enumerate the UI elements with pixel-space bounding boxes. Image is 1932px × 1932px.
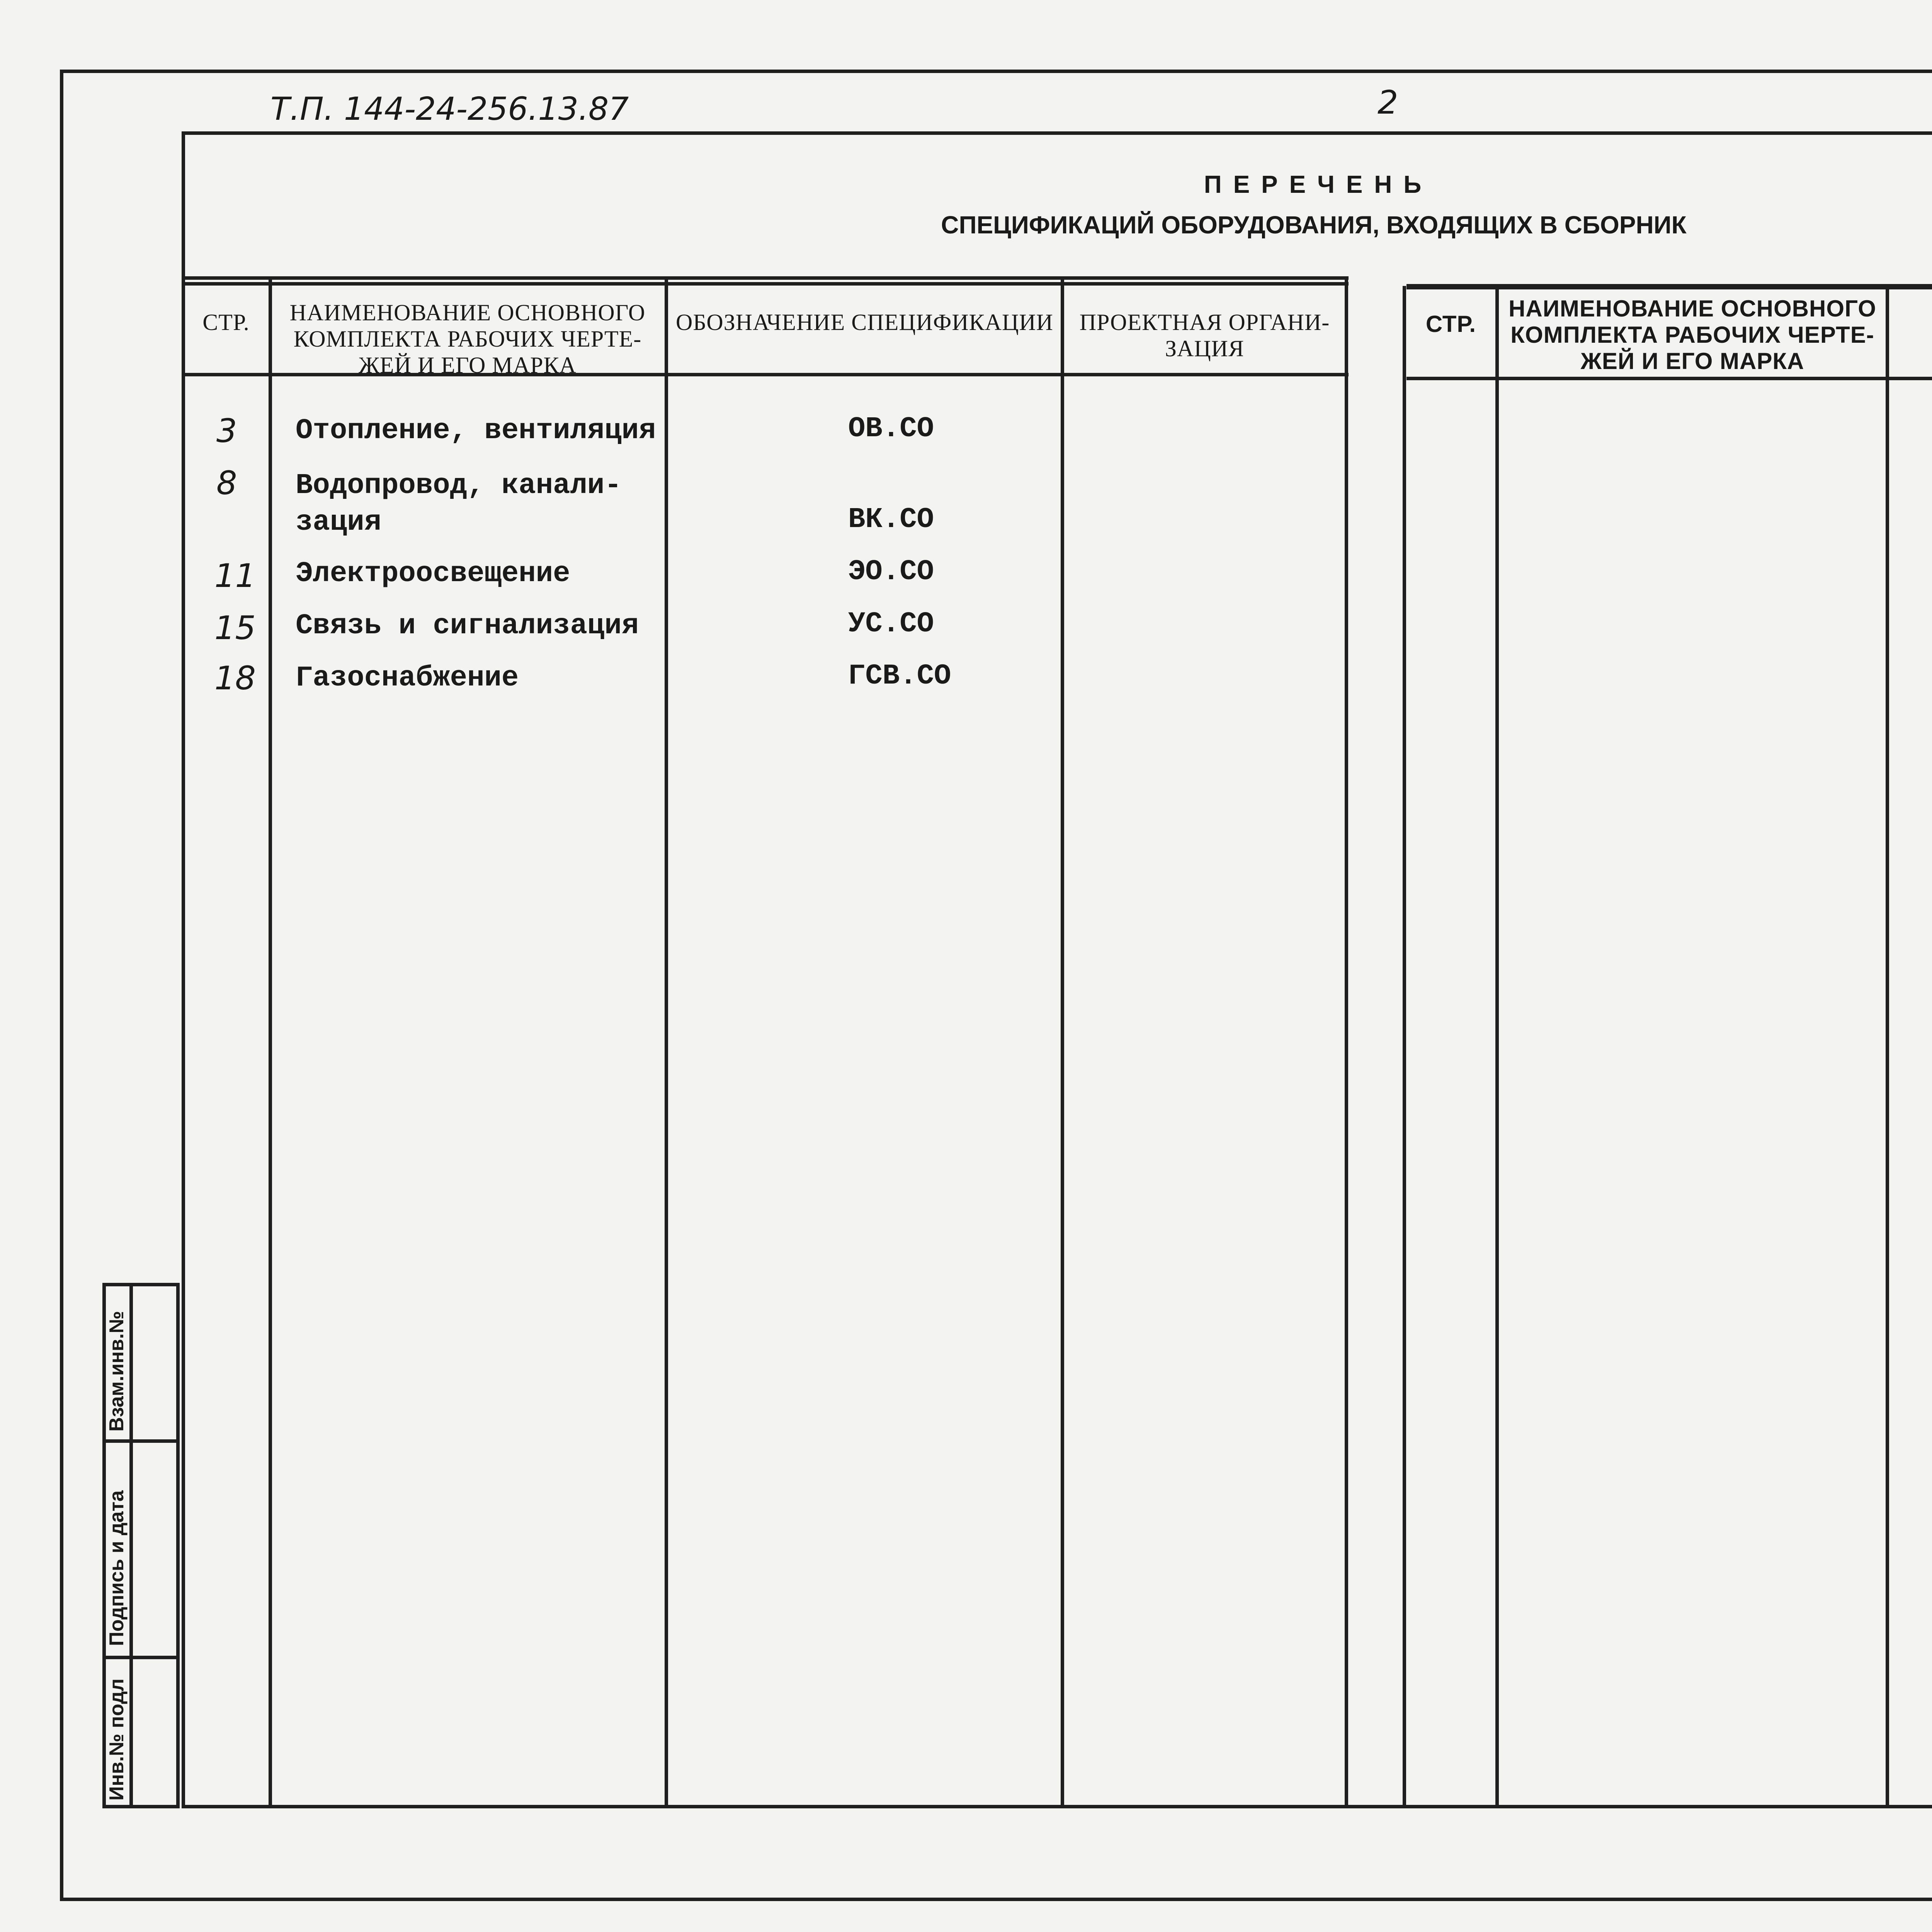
stamp-replacement-inv: Взам.инв.№ xyxy=(105,1311,128,1432)
right-header-bottom xyxy=(1406,377,1932,380)
row-4-page: 15 xyxy=(214,609,256,647)
title-separator xyxy=(182,282,1349,286)
row-2-page: 8 xyxy=(216,464,237,502)
row-1-name: Отопление, вентиляция xyxy=(296,415,656,447)
stamp-inv-orig: Инв.№ подл xyxy=(105,1678,128,1801)
right-header-name-line3: ЖЕЙ И ЕГО МАРКА xyxy=(1580,348,1804,374)
row-1-code: ОВ.СО xyxy=(848,413,934,445)
left-col-line-1 xyxy=(269,278,272,1808)
left-header-org-line2: ЗАЦИЯ xyxy=(1165,336,1245,361)
left-table-top xyxy=(182,276,1349,280)
row-5-code: ГСВ.СО xyxy=(848,660,951,692)
left-header-designation: ОБОЗНАЧЕНИЕ СПЕЦИФИКАЦИИ xyxy=(676,310,1053,335)
right-header-name-line2: КОМПЛЕКТА РАБОЧИХ ЧЕРТЕ- xyxy=(1510,322,1874,348)
left-header-name-line1: НАИМЕНОВАНИЕ ОСНОВНОГО xyxy=(289,300,646,325)
right-table-top xyxy=(1406,284,1932,287)
doc-code: Т.П. 144-24-256.13.87 xyxy=(270,91,629,128)
row-5-page: 18 xyxy=(214,659,256,697)
row-4-name: Связь и сигнализация xyxy=(296,610,639,642)
row-4-code: УС.СО xyxy=(848,608,934,640)
right-col-line-1 xyxy=(1495,286,1499,1808)
right-header-name-line1: НАИМЕНОВАНИЕ ОСНОВНОГО xyxy=(1509,296,1876,321)
left-header-organization xyxy=(1065,309,1345,362)
row-2-name: Водопровод, канали- зация xyxy=(296,469,622,539)
row-3-name: Электроосвещение xyxy=(296,558,570,590)
left-header-org-line1: ПРОЕКТНАЯ ОРГАНИ- xyxy=(1079,310,1330,335)
left-col-line-3 xyxy=(1061,278,1064,1808)
left-header-name-line2: КОМПЛЕКТА РАБОЧИХ ЧЕРТЕ- xyxy=(293,326,642,352)
right-col-line-2 xyxy=(1886,286,1889,1808)
right-header-page: СТР. xyxy=(1425,311,1476,337)
left-header-name xyxy=(270,299,665,378)
left-col-line-4 xyxy=(1345,278,1348,1808)
title-line2: СПЕЦИФИКАЦИЙ ОБОРУДОВАНИЯ, ВХОДЯЩИХ В СБОРНИК xyxy=(941,211,1687,239)
right-header-name xyxy=(1499,296,1886,374)
stamp-inner-line xyxy=(129,1283,133,1808)
title-line1: П Е Р Е Ч Е Н Ь xyxy=(1204,170,1424,198)
left-col-line-2 xyxy=(665,278,668,1808)
row-3-code: ЭО.СО xyxy=(848,556,934,588)
row-2-code: ВК.СО xyxy=(848,503,934,536)
inner-frame xyxy=(182,131,1932,1808)
stamp-divider-2 xyxy=(102,1656,180,1659)
left-header-page: СТР. xyxy=(202,310,250,335)
stamp-signature-date: Подпись и дата xyxy=(105,1490,128,1646)
row-5-name: Газоснабжение xyxy=(296,662,519,694)
right-header-designation xyxy=(1889,315,1932,367)
sheet-number: 2 xyxy=(1378,83,1398,121)
stamp-divider-1 xyxy=(102,1439,180,1443)
row-3-page: 11 xyxy=(214,557,256,595)
right-col-line-0 xyxy=(1403,286,1406,1808)
left-header-name-line3: ЖЕЙ И ЕГО МАРКА xyxy=(359,352,577,378)
row-1-page: 3 xyxy=(216,412,237,450)
